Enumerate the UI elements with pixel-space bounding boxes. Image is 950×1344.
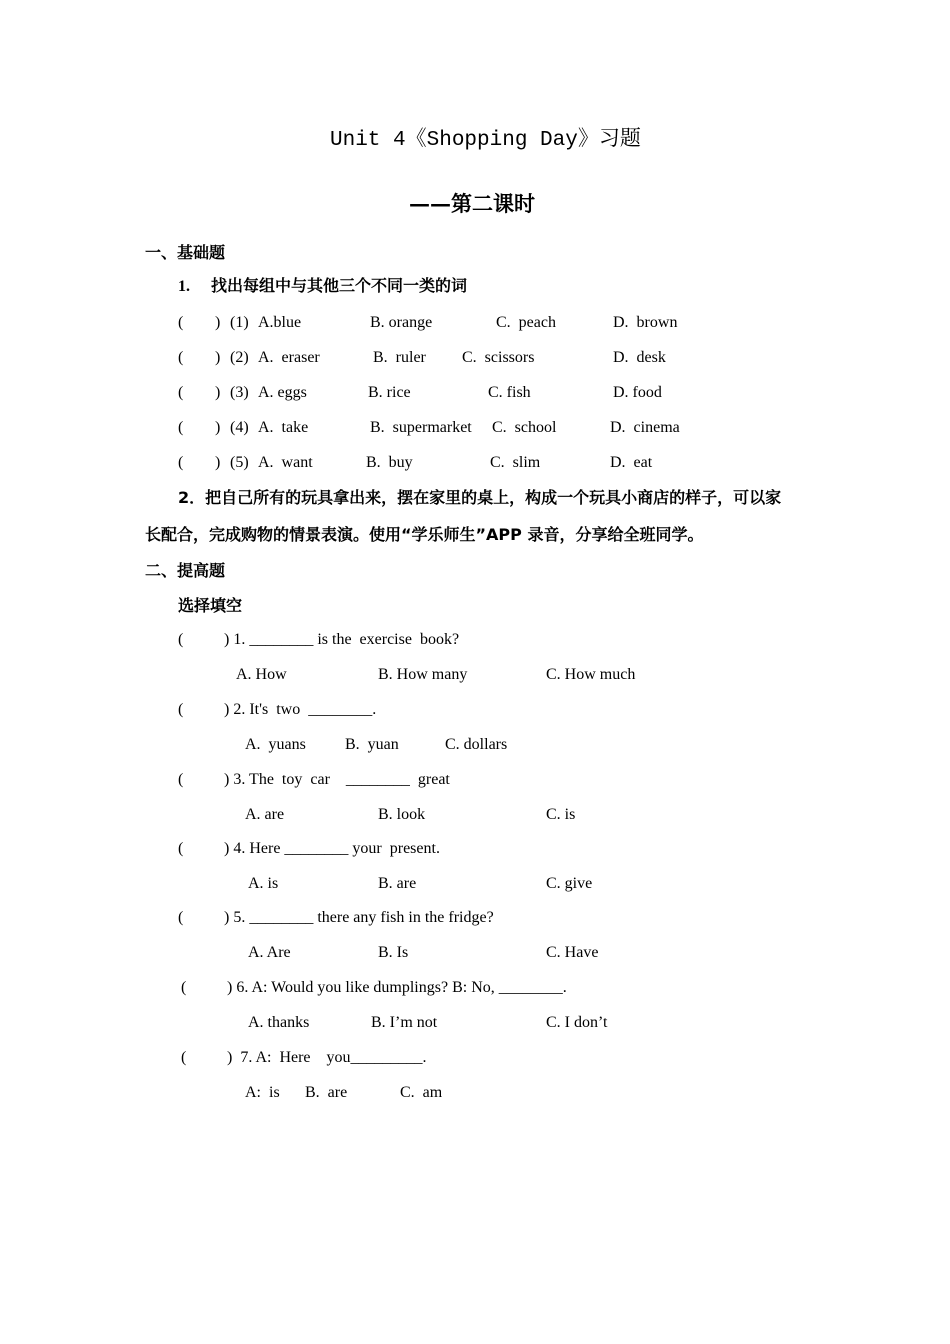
option-a: A. want [258,454,313,471]
option-a: A. Are [248,944,291,961]
option-b: B. are [305,1084,348,1101]
option-c: C. scissors [462,349,535,366]
answer-paren-open: ( [178,454,184,471]
question-stem: ) 2. It's two ________. [224,701,377,718]
option-b: B. orange [370,314,433,331]
section1-heading: 一、基础题 [145,243,226,262]
answer-paren-close: ) [215,349,221,366]
option-c: C. slim [490,454,541,471]
item-number: (4) [230,419,249,436]
item-number: (5) [230,454,249,471]
option-d: D. desk [613,349,666,366]
answer-paren-open: ( [178,419,184,436]
answer-paren-open: ( [178,631,184,648]
item-number: (1) [230,314,249,331]
answer-paren-open: ( [178,349,184,366]
option-d: D. eat [610,454,653,471]
option-a: A. eggs [258,384,307,401]
option-b: B. I’m not [371,1014,438,1031]
option-b: B. How many [378,666,468,683]
section2-heading: 二、提高题 [145,561,226,580]
option-b: B. are [378,875,417,892]
answer-paren-open: ( [181,979,187,996]
page-subtitle: ——第二课时 [409,191,535,216]
option-b: B. look [378,806,426,823]
option-c: C. Have [546,944,599,961]
option-c: C. school [492,419,557,436]
question-stem: ) 7. A: Here you_________. [227,1049,427,1066]
question-stem: ) 3. The toy car ________ great [224,771,450,788]
question-stem: ) 1. ________ is the exercise book? [224,631,460,648]
option-a: A: is [245,1084,280,1101]
item-number: (2) [230,349,249,366]
option-d: D. brown [613,314,678,331]
option-c: C. am [400,1084,443,1101]
answer-paren-open: ( [178,384,184,401]
q1-number: 1. [178,278,190,295]
page-title: Unit 4《Shopping Day》习题 [330,129,641,152]
option-a: A. How [236,666,287,683]
option-a: A. is [248,875,279,892]
question-stem: ) 4. Here ________ your present. [224,840,440,857]
question-stem: ) 6. A: Would you like dumplings? B: No, ________. [227,979,567,996]
option-c: C. give [546,875,593,892]
option-b: B. yuan [345,736,399,753]
answer-paren-open: ( [181,1049,187,1066]
q2-line-1: 2．把自己所有的玩具拿出来，摆在家里的桌上，构成一个玩具小商店的样子，可以家 [178,488,782,507]
answer-paren-open: ( [178,701,184,718]
option-a: A.blue [258,314,302,331]
option-c: C. fish [488,384,531,401]
answer-paren-open: ( [178,314,184,331]
option-b: B. rice [368,384,411,401]
section2-subheading: 选择填空 [178,596,243,615]
option-a: A. yuans [245,736,306,753]
q1-instruction: 找出每组中与其他三个不同一类的词 [211,276,468,295]
answer-paren-close: ) [215,384,221,401]
option-a: A. are [245,806,285,823]
answer-paren-open: ( [178,909,184,926]
option-a: A. eraser [258,349,320,366]
answer-paren-close: ) [215,419,221,436]
question-stem: ) 5. ________ there any fish in the fridge? [224,909,494,926]
option-d: D. cinema [610,419,680,436]
option-c: C. I don’t [546,1014,608,1031]
option-b: B. buy [366,454,413,471]
option-d: D. food [613,384,662,401]
answer-paren-close: ) [215,454,221,471]
option-a: A. take [258,419,309,436]
option-b: B. ruler [373,349,426,366]
option-c: C. How much [546,666,636,683]
answer-paren-close: ) [215,314,221,331]
item-number: (3) [230,384,249,401]
option-b: B. Is [378,944,409,961]
option-c: C. peach [496,314,556,331]
q2-line-2: 长配合，完成购物的情景表演。使用“学乐师生”APP 录音，分享给全班同学。 [145,525,704,544]
option-a: A. thanks [248,1014,310,1031]
option-c: C. is [546,806,576,823]
answer-paren-open: ( [178,840,184,857]
option-b: B. supermarket [370,419,472,436]
answer-paren-open: ( [178,771,184,788]
option-c: C. dollars [445,736,508,753]
